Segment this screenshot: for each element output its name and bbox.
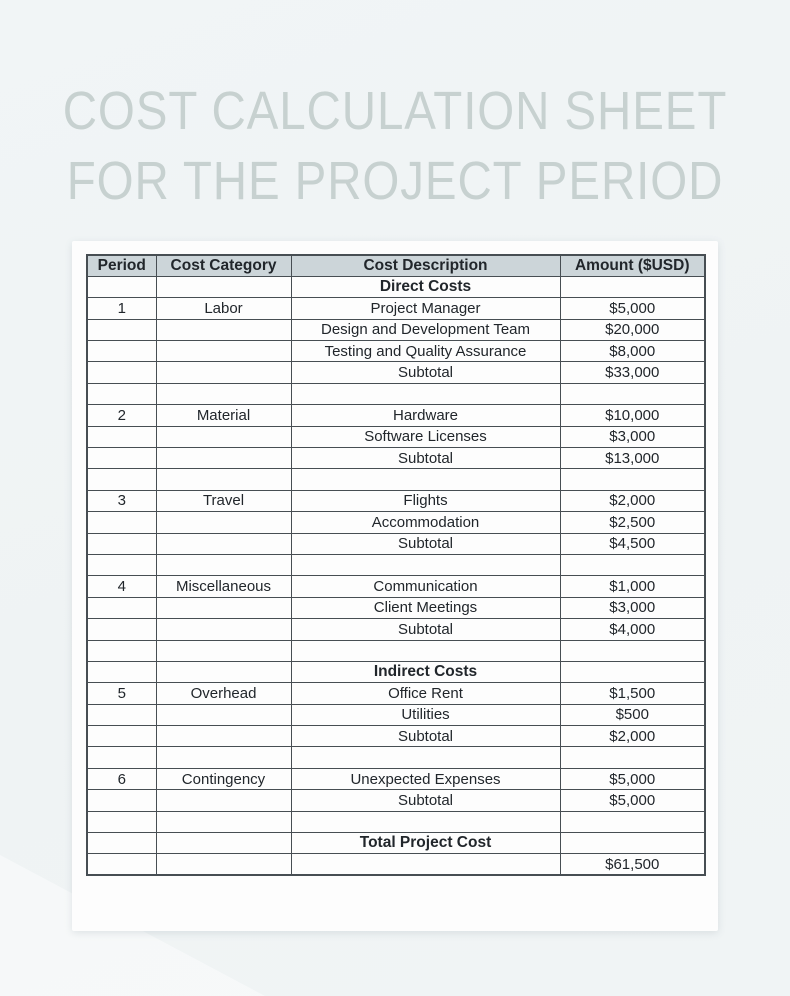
cell-period: 5 xyxy=(87,683,156,704)
cell-category xyxy=(156,554,291,575)
cell-description xyxy=(291,554,560,575)
cell-period: 2 xyxy=(87,405,156,426)
cell-category xyxy=(156,426,291,447)
cell-period xyxy=(87,533,156,554)
cell-amount xyxy=(560,747,705,768)
cell-amount: $2,000 xyxy=(560,490,705,511)
column-header-period: Period xyxy=(87,255,156,276)
table-row xyxy=(87,426,705,447)
cell-description: Subtotal xyxy=(291,619,560,640)
cell-description: Indirect Costs xyxy=(291,661,560,682)
cell-amount: $61,500 xyxy=(560,854,705,875)
cell-period xyxy=(87,512,156,533)
cell-category xyxy=(156,383,291,404)
table-row xyxy=(87,405,705,426)
cell-period xyxy=(87,704,156,725)
cell-category xyxy=(156,469,291,490)
cell-category xyxy=(156,533,291,554)
cell-description: Software Licenses xyxy=(291,426,560,447)
cell-category xyxy=(156,811,291,832)
cell-category xyxy=(156,319,291,340)
cell-description: Subtotal xyxy=(291,448,560,469)
cell-amount xyxy=(560,640,705,661)
table-row xyxy=(87,448,705,469)
table-row xyxy=(87,576,705,597)
cell-description: Subtotal xyxy=(291,726,560,747)
cell-period: 4 xyxy=(87,576,156,597)
table-row xyxy=(87,362,705,383)
cell-description: Office Rent xyxy=(291,683,560,704)
cell-description: Communication xyxy=(291,576,560,597)
cell-category xyxy=(156,341,291,362)
cell-amount: $10,000 xyxy=(560,405,705,426)
table-row xyxy=(87,341,705,362)
cell-period xyxy=(87,640,156,661)
cell-amount: $3,000 xyxy=(560,597,705,618)
cell-period: 3 xyxy=(87,490,156,511)
table-row xyxy=(87,597,705,618)
cell-period xyxy=(87,448,156,469)
title-line-1: COST CALCULATION SHEET xyxy=(62,81,728,141)
cell-category: Contingency xyxy=(156,768,291,789)
cell-period xyxy=(87,854,156,875)
table-row xyxy=(87,276,705,297)
cell-description: Project Manager xyxy=(291,298,560,319)
cell-description xyxy=(291,469,560,490)
table-row xyxy=(87,490,705,511)
cell-description: Direct Costs xyxy=(291,276,560,297)
table-row xyxy=(87,811,705,832)
column-header-cost-category: Cost Category xyxy=(156,255,291,276)
cell-amount: $20,000 xyxy=(560,319,705,340)
table-row xyxy=(87,383,705,404)
cell-period xyxy=(87,811,156,832)
cell-description: Accommodation xyxy=(291,512,560,533)
cell-period xyxy=(87,276,156,297)
cell-period xyxy=(87,726,156,747)
table-row xyxy=(87,790,705,811)
table-row xyxy=(87,512,705,533)
table-row xyxy=(87,704,705,725)
title-line-2: FOR THE PROJECT PERIOD xyxy=(66,151,724,211)
cell-amount: $33,000 xyxy=(560,362,705,383)
table-row xyxy=(87,683,705,704)
cell-category: Overhead xyxy=(156,683,291,704)
cell-description: Client Meetings xyxy=(291,597,560,618)
cell-period xyxy=(87,833,156,854)
cell-amount xyxy=(560,276,705,297)
cell-amount: $5,000 xyxy=(560,298,705,319)
cell-category xyxy=(156,448,291,469)
cell-category xyxy=(156,704,291,725)
cell-description: Subtotal xyxy=(291,790,560,811)
column-header-cost-description: Cost Description xyxy=(291,255,560,276)
cell-category xyxy=(156,854,291,875)
cell-period xyxy=(87,747,156,768)
table-row xyxy=(87,768,705,789)
cell-category xyxy=(156,276,291,297)
cell-amount: $1,500 xyxy=(560,683,705,704)
cell-period xyxy=(87,597,156,618)
table-row xyxy=(87,833,705,854)
table-row xyxy=(87,298,705,319)
cell-category xyxy=(156,362,291,383)
cell-category: Labor xyxy=(156,298,291,319)
table-row xyxy=(87,640,705,661)
cell-description: Subtotal xyxy=(291,362,560,383)
cell-description xyxy=(291,854,560,875)
cell-category xyxy=(156,726,291,747)
table-row xyxy=(87,619,705,640)
table-row xyxy=(87,469,705,490)
cell-amount xyxy=(560,833,705,854)
cell-amount xyxy=(560,661,705,682)
table-row xyxy=(87,747,705,768)
cell-period xyxy=(87,319,156,340)
cell-description: Unexpected Expenses xyxy=(291,768,560,789)
cell-category: Miscellaneous xyxy=(156,576,291,597)
cell-category xyxy=(156,512,291,533)
cell-amount: $8,000 xyxy=(560,341,705,362)
cell-description: Utilities xyxy=(291,704,560,725)
page-title xyxy=(0,76,790,216)
cell-period xyxy=(87,469,156,490)
cell-period: 1 xyxy=(87,298,156,319)
cell-description: Flights xyxy=(291,490,560,511)
cell-amount: $500 xyxy=(560,704,705,725)
cell-description xyxy=(291,383,560,404)
cell-amount xyxy=(560,469,705,490)
cell-description: Hardware xyxy=(291,405,560,426)
cell-period xyxy=(87,383,156,404)
table-row xyxy=(87,854,705,875)
table-row xyxy=(87,661,705,682)
table-row xyxy=(87,319,705,340)
cell-amount: $5,000 xyxy=(560,790,705,811)
cell-description xyxy=(291,811,560,832)
cell-category xyxy=(156,597,291,618)
cost-table xyxy=(86,254,706,876)
cell-amount: $2,000 xyxy=(560,726,705,747)
cell-category xyxy=(156,640,291,661)
cell-category xyxy=(156,747,291,768)
cell-amount xyxy=(560,554,705,575)
cell-description xyxy=(291,747,560,768)
cell-category: Travel xyxy=(156,490,291,511)
cell-period xyxy=(87,661,156,682)
cell-amount: $2,500 xyxy=(560,512,705,533)
cell-category: Material xyxy=(156,405,291,426)
cost-table-body xyxy=(87,276,705,875)
cell-description: Total Project Cost xyxy=(291,833,560,854)
cell-period xyxy=(87,619,156,640)
cell-description: Design and Development Team xyxy=(291,319,560,340)
cell-amount: $1,000 xyxy=(560,576,705,597)
cell-description: Testing and Quality Assurance xyxy=(291,341,560,362)
cell-description xyxy=(291,640,560,661)
cell-category xyxy=(156,833,291,854)
cell-period: 6 xyxy=(87,768,156,789)
cell-period xyxy=(87,341,156,362)
cell-amount: $3,000 xyxy=(560,426,705,447)
cell-amount: $13,000 xyxy=(560,448,705,469)
cell-category xyxy=(156,790,291,811)
sheet-card xyxy=(72,241,718,931)
column-header-amount: Amount ($USD) xyxy=(560,255,705,276)
cell-category xyxy=(156,619,291,640)
table-header-row xyxy=(87,255,705,276)
table-row xyxy=(87,726,705,747)
cell-period xyxy=(87,362,156,383)
cell-description: Subtotal xyxy=(291,533,560,554)
cell-period xyxy=(87,790,156,811)
cell-category xyxy=(156,661,291,682)
table-row xyxy=(87,554,705,575)
cell-period xyxy=(87,426,156,447)
table-row xyxy=(87,533,705,554)
cell-amount: $4,000 xyxy=(560,619,705,640)
cell-period xyxy=(87,554,156,575)
cell-amount xyxy=(560,383,705,404)
cell-amount: $5,000 xyxy=(560,768,705,789)
cell-amount: $4,500 xyxy=(560,533,705,554)
cell-amount xyxy=(560,811,705,832)
